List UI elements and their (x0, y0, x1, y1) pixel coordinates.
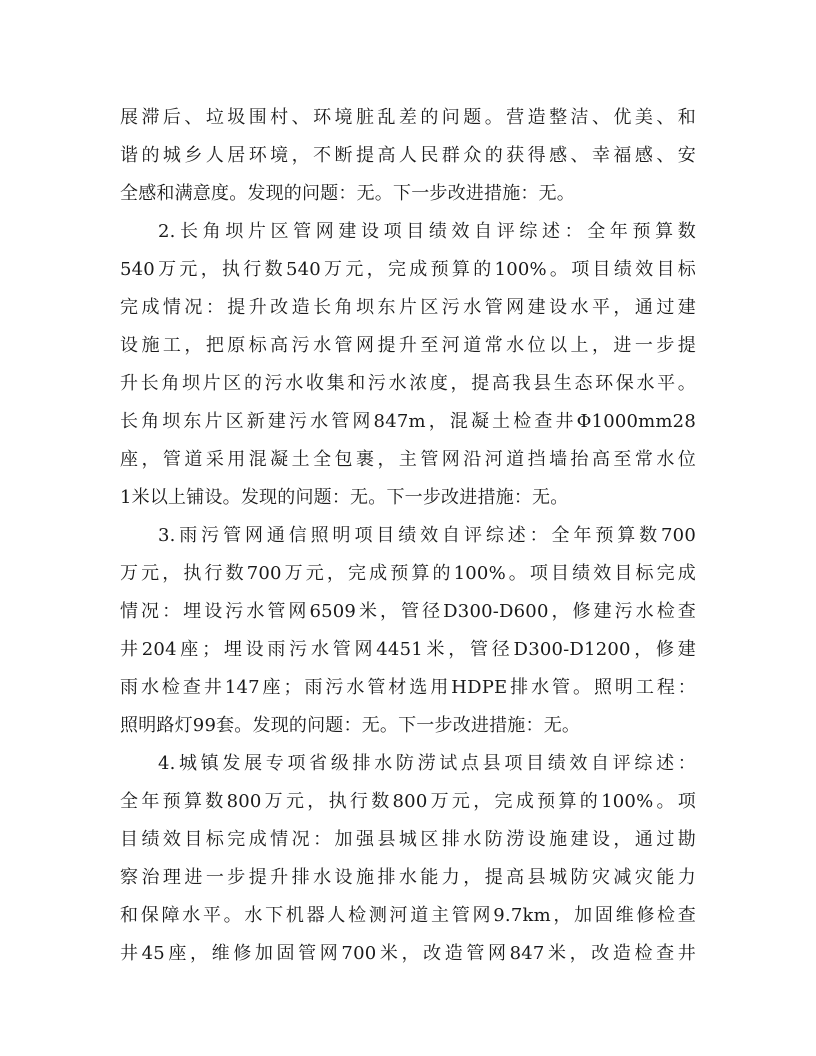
text-line: 长角坝东片区新建污水管网847m，混凝土检查井Φ1000mm28 (120, 411, 696, 432)
text-line: 设施工，把原标高污水管网提升至河道常水位以上，进一步提 (120, 335, 696, 356)
text-line: 和保障水平。水下机器人检测河道主管网9.7km，加固维修检查 (120, 905, 696, 926)
text-line: 座，管道采用混凝土全包裹，主管网沿河道挡墙抬高至常水位 (120, 449, 696, 470)
text-line: 谐的城乡人居环境，不断提高人民群众的获得感、幸福感、安 (120, 145, 696, 166)
text-line: 完成情况：提升改造长角坝东片区污水管网建设水平，通过建 (120, 297, 696, 318)
text-line: 井45座，维修加固管网700米，改造管网847米，改造检查井 (120, 943, 696, 964)
text-line: 1米以上铺设。发现的问题：无。下一步改进措施：无。 (120, 487, 569, 508)
text-line: 察治理进一步提升排水设施排水能力，提高县城防灾减灾能力 (120, 867, 696, 888)
text-line: 目绩效目标完成情况：加强县城区排水防涝设施建设，通过勘 (120, 829, 696, 850)
text-line: 全感和满意度。发现的问题：无。下一步改进措施：无。 (120, 183, 575, 204)
paragraph-heading-line: 2.长角坝片区管网建设项目绩效自评综述：全年预算数 (158, 221, 696, 242)
text-line: 井204座；埋设雨污水管网4451米，管径D300-D1200，修建 (120, 639, 696, 660)
paragraph-heading-line: 3.雨污管网通信照明项目绩效自评综述：全年预算数700 (158, 525, 696, 546)
text-line: 540万元，执行数540万元，完成预算的100%。项目绩效目标 (120, 259, 696, 280)
text-line: 全年预算数800万元，执行数800万元，完成预算的100%。项 (120, 791, 696, 812)
text-line: 升长角坝片区的污水收集和污水浓度，提高我县生态环保水平。 (120, 373, 696, 394)
text-line: 雨水检查井147座；雨污水管材选用HDPE排水管。照明工程： (120, 677, 696, 698)
paragraph-heading-line: 4.城镇发展专项省级排水防涝试点县项目绩效自评综述： (158, 753, 696, 774)
text-line: 万元，执行数700万元，完成预算的100%。项目绩效目标完成 (120, 563, 696, 584)
text-line: 情况：埋设污水管网6509米，管径D300-D600，修建污水检查 (120, 601, 696, 622)
text-line: 照明路灯99套。发现的问题：无。下一步改进措施：无。 (120, 715, 581, 736)
text-line: 展滞后、垃圾围村、环境脏乱差的问题。营造整洁、优美、和 (120, 107, 696, 128)
